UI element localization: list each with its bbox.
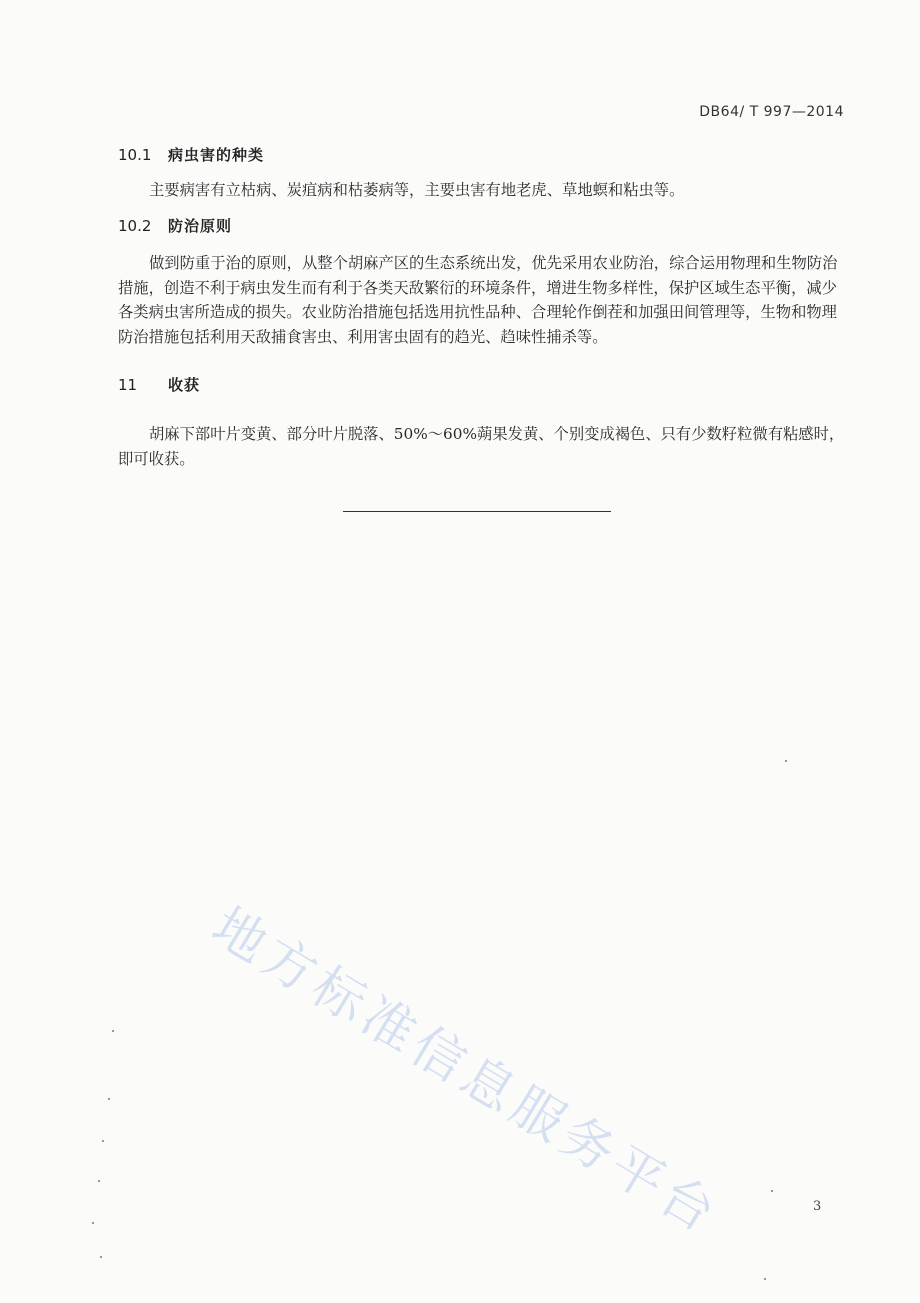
page-number: 3	[813, 1199, 822, 1214]
scan-speck	[108, 1098, 110, 1100]
scan-speck	[771, 1190, 773, 1192]
scan-speck	[102, 1140, 104, 1142]
scan-speck	[112, 1030, 114, 1032]
section-body-11: 胡麻下部叶片变黄、部分叶片脱落、50%～60%蒴果发黄、个别变成褐色、只有少数籽粒微有粘感时，即可收获。	[118, 425, 845, 468]
scan-speck	[100, 1256, 102, 1258]
section-heading-11	[118, 374, 200, 395]
section-number: 10.1	[118, 146, 152, 164]
section-number: 11	[118, 376, 138, 394]
section-title: 收获	[168, 376, 201, 394]
scan-speck	[98, 1180, 100, 1182]
section-heading-10-2	[118, 215, 232, 236]
end-rule	[343, 511, 611, 512]
scan-speck	[785, 760, 787, 762]
section-heading-10-1	[118, 144, 264, 165]
watermark: 地方标准信息服务平台	[201, 896, 730, 1247]
scan-speck	[92, 1222, 94, 1224]
section-body-10-1: 主要病害有立枯病、炭疽病和枯萎病等，主要虫害有地老虎、草地螟和粘虫等。	[149, 181, 685, 199]
scan-speck	[764, 1278, 766, 1280]
section-title: 防治原则	[168, 217, 233, 235]
standard-code: DB64/ T 997—2014	[699, 104, 844, 120]
section-body-10-2: 做到防重于治的原则，从整个胡麻产区的生态系统出发，优先采用农业防治，综合运用物理和生物防治措施，创造不利于病虫发生而有利于各类天敌繁衍的环境条件，增进生物多样性，保护区域生态平衡，减少各类病虫害所造成的损失。农业防治措施包括选用抗性品种、合理轮作倒茬和加强田间管理等，生物和物理防治措施包括利用天敌捕食害虫、利用害虫固有的趋光、趋味性捕杀等。	[118, 254, 838, 346]
section-number: 10.2	[118, 217, 152, 235]
section-title: 病虫害的种类	[168, 146, 265, 164]
